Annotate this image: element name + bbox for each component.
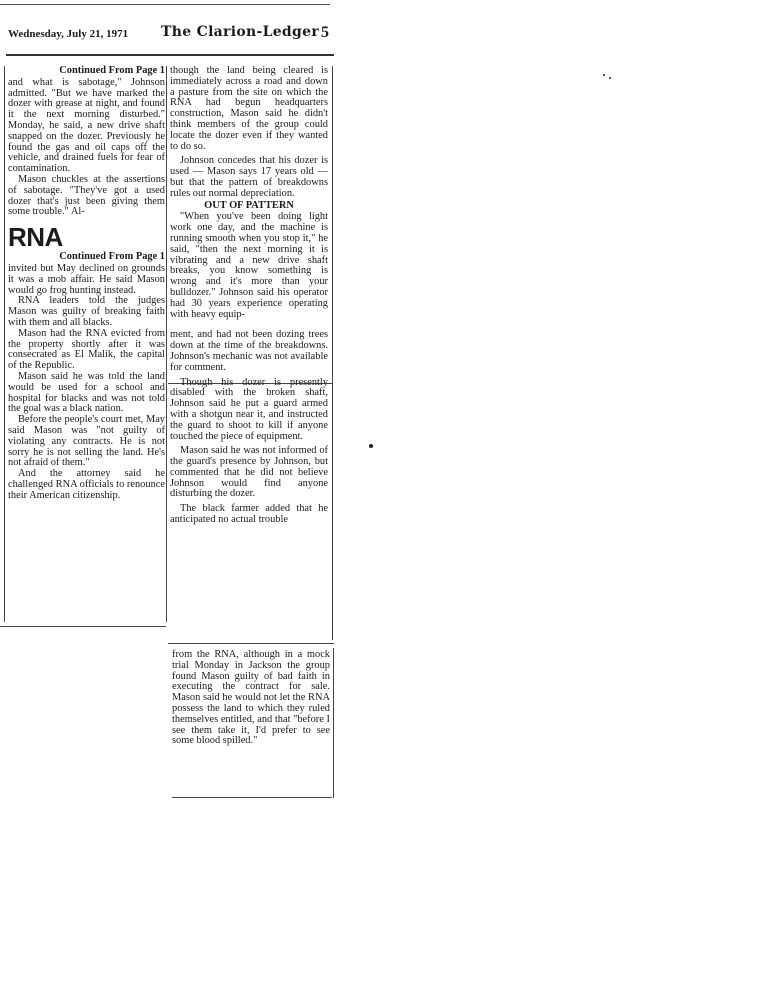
scan-speck bbox=[609, 77, 611, 79]
article-paragraph: Mason said he was not informed of the guard's presence by Johnson, but commented that he did not believe Johnson would find anyone disturbing the dozer. bbox=[170, 445, 328, 500]
column1-bottom-rule bbox=[0, 626, 166, 627]
scan-speck bbox=[369, 444, 373, 448]
header-rule bbox=[6, 54, 334, 56]
masthead: The Clarion-Ledger bbox=[161, 24, 319, 40]
rna-continued-label: Continued From Page 1 bbox=[59, 251, 165, 263]
clip3-right-rule bbox=[333, 648, 334, 798]
article-paragraph: and what is sabotage," Johnson admitted. "But we have marked the dozer with grease at night, and found it the next morning disturbed." Monday, he said, a new drive shaft snapped on the dozer. Previously he found the gas and oil caps off the vehicle, and drained fuels for fear of contamination. bbox=[8, 76, 165, 175]
column-divider bbox=[166, 66, 167, 622]
column-right-rule bbox=[332, 66, 333, 640]
scan-speck bbox=[603, 74, 605, 76]
rna-headline: RNA bbox=[8, 222, 63, 253]
article-paragraph: Mason chuckles at the assertions of sabotage. "They've got a used dozer that's just been giving them some trouble." Al- bbox=[8, 173, 165, 218]
article-paragraph: invited but May declined on grounds it was a mob affair. He said Mason would go frog hunting instead. bbox=[8, 262, 165, 296]
article-paragraph: Mason said he was told the land would be used for a school and hospital for blacks and was not told the goal was a black nation. bbox=[8, 370, 165, 415]
section-subhead: OUT OF PATTERN bbox=[204, 199, 294, 211]
article-paragraph: The black farmer added that he anticipated no actual trouble bbox=[170, 503, 328, 526]
article-paragraph: RNA leaders told the judges Mason was guilty of breaking faith with them and all blacks. bbox=[8, 295, 165, 328]
article-paragraph: Mason had the RNA evicted from the property shortly after it was consecrated as El Malik, the capital of the Republic. bbox=[8, 327, 165, 372]
article-paragraph: Though his dozer is presently disabled with the broken shaft, Johnson said he put a guard armed with a shotgun near it, and instructed the guard to shoot to kill if anyone touched the piece of equipment. bbox=[170, 376, 328, 442]
page-header bbox=[8, 24, 333, 50]
article-paragraph: Before the people's court met, May said Mason was "not guilty of violating any contracts. He is not sorry he is not selling the land. He's not afraid of them." bbox=[8, 414, 165, 469]
article-paragraph: "When you've been doing light work one day, and the machine is running smooth when you stop it," he said, "then the next morning it is vibrating and a new drive shaft breaks, you know something is wrong and it's more than your bulldozer." Johnson said his operator had 30 years experience operating with heavy equip- bbox=[170, 211, 328, 320]
article-paragraph: And the attorney said he challenged RNA officials to renounce their American citizenship. bbox=[8, 468, 165, 501]
article-paragraph: though the land being cleared is immediately across a road and down a pasture from the site on which the RNA had begun headquarters construction, Mason said he didn't think members of the group could locate the dozer even if they wanted to do so. bbox=[170, 65, 328, 152]
top-rule bbox=[0, 4, 330, 5]
dateline: Wednesday, July 21, 1971 bbox=[8, 28, 129, 40]
column2-bottom-rule bbox=[168, 643, 334, 644]
article-clipping-3 bbox=[172, 650, 330, 747]
article-paragraph: Johnson concedes that his dozer is used — Mason says 17 years old — but that the pattern of breakdowns rules out normal depreciation. bbox=[170, 155, 328, 199]
page-number: 5 bbox=[321, 24, 329, 41]
article-column-2 bbox=[170, 66, 328, 526]
clip3-bottom-rule bbox=[172, 797, 332, 798]
article-paragraph: ment, and had not been dozing trees down at the time of the breakdowns. Johnson's mechanic was not available for comment. bbox=[170, 329, 328, 373]
article-paragraph: from the RNA, although in a mock trial Monday in Jackson the group found Mason guilty of bad faith in executing the contract for sale. Mason said he would not let the RNA possess the land to which they ruled themselves entitled, and that "before I see them take it, I'd prefer to see some blood spilled." bbox=[172, 649, 330, 747]
continued-label: Continued From Page 1 bbox=[59, 65, 165, 76]
article-column-1 bbox=[8, 66, 165, 501]
column-left-rule bbox=[4, 66, 5, 622]
